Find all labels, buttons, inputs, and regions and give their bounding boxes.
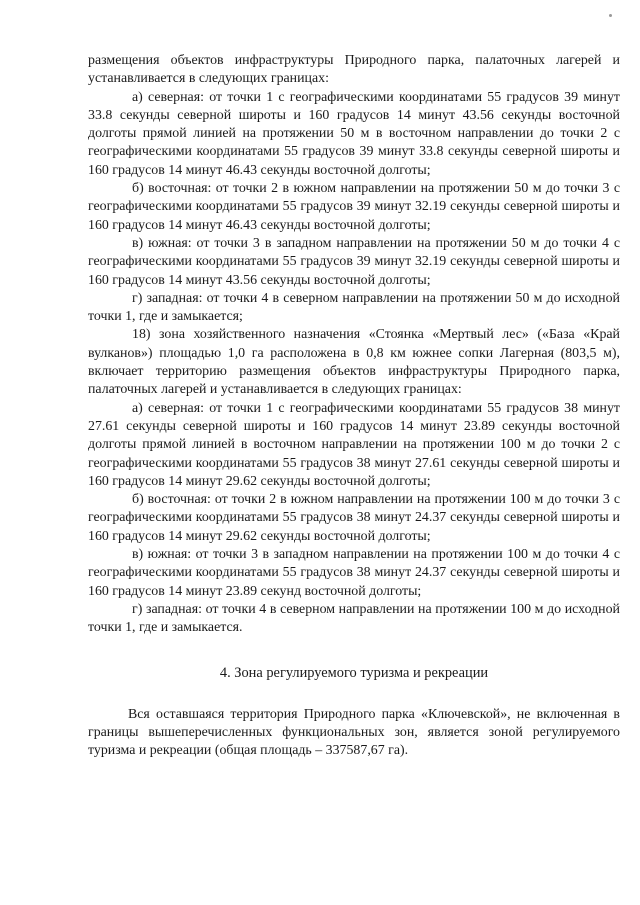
paragraph-south-boundary-2: в) южная: от точки 3 в западном направлении на протяжении 100 м до точки 4 с географическими координатами 55 градусов 38 минут 24.37 секунды северной широты и 160 градусов 14 минут 23.89 секунд восточной долготы;	[88, 547, 620, 599]
paragraph-west-boundary-1: г) западная: от точки 4 в северном направлении на протяжении 50 м до исходной точки 1, где и замыкается;	[88, 290, 620, 325]
paragraph-north-boundary-1: а) северная: от точки 1 с географическими координатами 55 градусов 39 минут 33.8 секунды северной широты и 160 градусов 14 минут 43.56 секунды восточной долготы прямой линией на протяжении 50 м в восточном направлении до точки 2 с географическими координатами 55 градусов 39 минут 33.8 секунды северной широты и 160 градусов 14 минут 46.43 секунды восточной долготы;	[88, 89, 620, 178]
paragraph-east-boundary-1: б) восточная: от точки 2 в южном направлении на протяжении 50 м до точки 3 с географическими координатами 55 градусов 39 минут 32.19 секунды северной широты и 160 градусов 14 минут 46.43 секунды восточной долготы;	[88, 181, 620, 233]
section-heading: 4. Зона регулируемого туризма и рекреации	[219, 664, 489, 681]
paragraph-north-boundary-2: а) северная: от точки 1 с географическими координатами 55 градусов 38 минут 27.61 секунды северной широты и 160 градусов 14 минут 23.89 секунды восточной долготы прямой линией в восточном направлении на протяжении 100 м до точки 2 с географическими координатами 55 градусов 38 минут 27.61 секунды северной широты и 160 градусов 14 минут 29.62 секунды восточной долготы;	[88, 400, 620, 489]
paragraph-south-boundary-1: в) южная: от точки 3 в западном направлении на протяжении 50 м до точки 4 с географическими координатами 55 градусов 39 минут 32.19 секунды северной широты и 160 градусов 14 минут 43.56 секунды восточной долготы;	[88, 235, 620, 288]
paragraph-east-boundary-2: б) восточная: от точки 2 в южном направлении на протяжении 100 м до точки 3 с географическими координатами 55 градусов 38 минут 24.37 секунды северной широты и 160 градусов 14 минут 29.62 секунды восточной долготы;	[88, 492, 620, 544]
paragraph-closing: Вся оставшаяся территория Природного парка «Ключевской», не включенная в границы вышеперечисленных функциональных зон, является зоной регулируемого туризма и рекреации (общая площадь – 337587,67 га).	[88, 706, 620, 759]
paragraph-west-boundary-2: г) западная: от точки 4 в северном направлении на протяжении 100 м до исходной точки 1, где и замыкается.	[88, 601, 620, 636]
paragraph-zone-18: 18) зона хозяйственного назначения «Стоянка «Мертвый лес» («База «Край вулканов») площадью 1,0 га расположена в 0,8 км южнее сопки Лагерная (803,5 м), включает территорию размещения объектов инфраструктуры Природного парка, палаточных лагерей и устанавливается в следующих границах:	[88, 327, 620, 398]
scan-dot	[609, 14, 612, 17]
document-body	[88, 52, 620, 761]
paragraph-intro: размещения объектов инфраструктуры Природного парка, палаточных лагерей и устанавливается в следующих границах:	[88, 53, 620, 87]
